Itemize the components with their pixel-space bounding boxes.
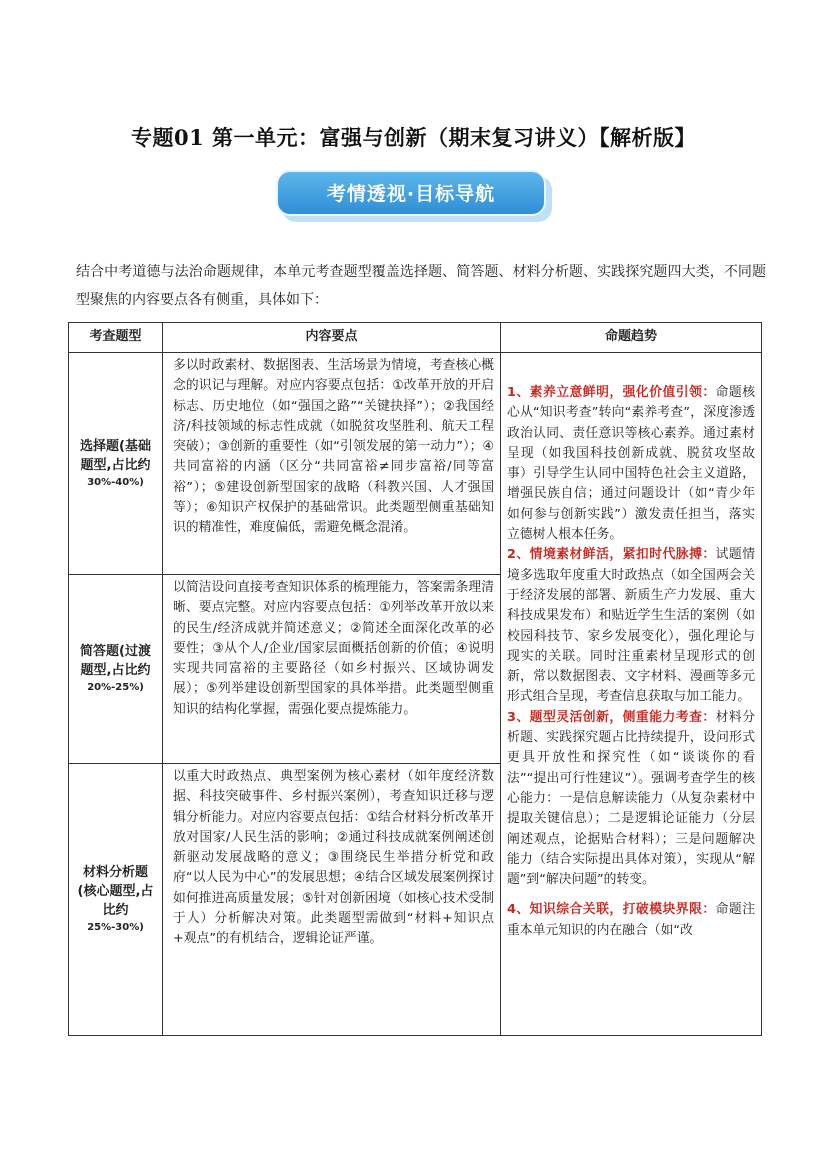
table-row — [69, 353, 762, 575]
trend-body: 材料分析题、实践探究题占比持续提升，设问形式更具开放性和探究性（如“谈谈你的看法”“提出可行性建议”）。强调考查学生的核心能力：一是信息解读能力（从复杂素材中提取关键信息）；二是逻辑论证能力（分层阐述观点，论据贴合材料）；三是问题解决能力（结合实际提出具体对策），实现从“解题”到“解决问题”的转变。 — [507, 709, 756, 888]
trend-item — [507, 545, 755, 707]
trend-heading: 2、情境素材鲜活，紧扣时代脉搏： — [507, 547, 716, 563]
trend-item — [507, 708, 755, 891]
exam-analysis-table — [68, 322, 762, 1036]
row-content-cell: 以重大时政热点、典型案例为核心素材（如年度经济数据、科技突破事件、乡村振兴案例），考查知识迁移与逻辑分析能力。对应内容要点包括：①结合材料分析改革开放对国家/人民生活的影响；②通过科技成就案例阐述创新驱动发展战略的意义；③围绕民生举措分析党和政府“以人民为中心”的发展思想；④结合区域发展案例探讨如何推进高质量发展；⑤针对创新困境（如核心技术受制于人）分析解决对策。此类题型需做到“材料+知识点+观点”的有机结合，逻辑论证严谨。 — [163, 764, 501, 1036]
trend-body: 命题核心从“知识考查”转向“素养考查”，深度渗透政治认同、责任意识等核心素养。通过素材呈现（如我国科技创新成就、脱贫攻坚故事）引导学生认同中国特色社会主义道路，增强民族自信；通过问题设计（如“青少年如何参与创新实践”）激发责任担当，落实立德树人根本任务。 — [507, 385, 756, 543]
row-type-cell — [69, 575, 163, 764]
page-title: 专题01 第一单元：富强与创新（期末复习讲义）【解析版】 — [130, 125, 697, 150]
row-type-ratio: 25%-30%) — [87, 922, 144, 933]
row-type-label: 简答题(过渡题型,占比约 — [80, 644, 151, 678]
row-type-label: 选择题(基础题型,占比约 — [80, 438, 151, 473]
row-type-ratio: 20%-25%) — [87, 682, 144, 693]
row-content-cell: 多以时政素材、数据图表、生活场景为情境，考查核心概念的识记与理解。对应内容要点包括：①改革开放的开启标志、历史地位（如“强国之路”“关键抉择”）；②我国经济/科技领域的标志性成就（如脱贫攻坚胜利、航天工程突破）；③创新的重要性（如“引领发展的第一动力”）；④共同富裕的内涵（区分“共同富裕≠同步富裕/同等富裕”）；⑤建设创新型国家的战略（科教兴国、人才强国等）；⑥知识产权保护的基础常识。此类题型侧重基础知识的精准性，难度偏低，需避免概念混淆。 — [163, 353, 501, 575]
trend-item — [507, 383, 755, 545]
row-type-cell — [69, 764, 163, 1036]
row-type-ratio: 30%-40%) — [87, 476, 144, 488]
trend-cell — [501, 353, 762, 1036]
header-type: 考查题型 — [69, 323, 163, 353]
row-content-cell: 以简洁设问直接考查知识体系的梳理能力，答案需条理清晰、要点完整。对应内容要点包括：①列举改革开放以来的民生/经济成就并简述意义；②简述全面深化改革的必要性；③从个人/企业/国家层面概括创新的价值；④说明实现共同富裕的主要路径（如乡村振兴、区域协调发展）；⑤列举建设创新型国家的具体举措。此类题型侧重知识的结构化掌握，需强化要点提炼能力。 — [163, 575, 501, 764]
trend-item — [507, 900, 755, 941]
trend-heading: 1、素养立意鲜明，强化价值引领： — [507, 385, 716, 400]
trend-body: 命题注重本单元知识的内在融合（如“改 — [507, 902, 756, 938]
row-type-cell — [69, 353, 163, 575]
header-content: 内容要点 — [163, 323, 501, 353]
banner-label: 考情透视·目标导航 — [326, 183, 496, 205]
trend-heading: 3、题型灵活创新，侧重能力考查： — [507, 709, 716, 725]
header-trend: 命题趋势 — [501, 323, 762, 353]
table-header-row — [69, 323, 762, 353]
intro-paragraph: 结合中考道德与法治命题规律，本单元考查题型覆盖选择题、简答题、材料分析题、实践探究题四大类，不同题型聚焦的内容要点各有侧重，具体如下： — [76, 264, 766, 308]
trend-body: 试题情境多选取年度重大时政热点（如全国两会关于经济发展的部署、新质生产力发展、重大科技成果发布）和贴近学生生活的案例（如校园科技节、家乡发展变化），强化理论与现实的关联。同时注重素材呈现形式的创新，常以数据图表、文字材料、漫画等多元形式组合呈现，考查信息获取与加工能力。 — [507, 547, 756, 705]
section-banner — [276, 170, 552, 222]
row-type-label: 材料分析题(核心题型,占比约 — [77, 865, 154, 918]
trend-heading: 4、知识综合关联，打破模块界限： — [507, 902, 716, 918]
